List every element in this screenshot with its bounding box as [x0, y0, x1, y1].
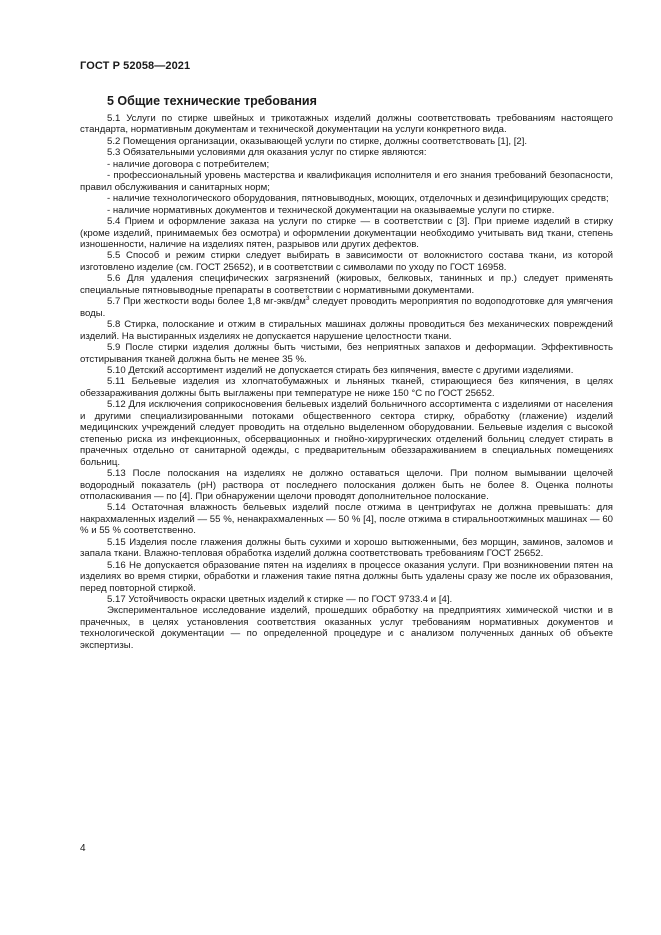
clause-5-1: 5.1 Услуги по стирке швейных и трикотажных изделий должны соответствовать требованиям настоящего стандарта, нормативным документам и технической документации на услуги конкретного вида.: [80, 113, 613, 136]
clause-5-13: 5.13 После полоскания на изделиях не должно оставаться щелочи. При полном вымывании щелочей водородный показатель (pH) раствора от последнего полоскания должен быть не более 8. Оценка полноты отполаскивания — по [4]. При обнаружении щелочи проводят дополнительное полоскание.: [80, 468, 613, 502]
clause-5-2: 5.2 Помещения организации, оказывающей услуги по стирке, должны соответствовать [1], [2].: [107, 135, 528, 147]
closing-paragraph: Экспериментальное исследование изделий, прошедших обработку на предприятиях химической чистки и в прачечных, в целях установления соответствия оказанных услуг требованиям нормативных документов и технологической документации — по определенной процедуре и с анализом полученных данных об объекте экспертизы.: [80, 605, 613, 651]
section-content: [80, 113, 613, 651]
clause-5-16: 5.16 Не допускается образование пятен на изделиях в процессе оказания услуги. При возникновении пятен на изделиях во время стирки, обработки и глажения такие пятна должны быть удалены сразу же после их образования, перед повторной стиркой.: [80, 559, 613, 594]
list-item-documents: - наличие нормативных документов и технической документации на оказываемые услуги по стирке.: [107, 204, 555, 216]
clause-5-4: 5.4 Прием и оформление заказа на услуги по стирке — в соответствии с [3]. При приеме изделий в стирку (кроме изделий, принимаемых без осмотра) и оформлении документации необходимо учитывать вид ткани, степень изношенности, наличие на изделиях пятен, разрывов или других дефектов.: [80, 216, 613, 250]
section-title: 5 Общие технические требования: [107, 94, 317, 108]
page-number: 4: [80, 843, 86, 854]
clause-5-6: 5.6 Для удаления специфических загрязнений (жировых, белковых, танинных и пр.) следует применять специальные пятновыводные препараты в соответствии с нормативными документами.: [80, 273, 613, 296]
clause-5-17: 5.17 Устойчивость окраски цветных изделий к стирке — по ГОСТ 9733.4 и [4].: [107, 594, 453, 606]
clause-5-11: 5.11 Бельевые изделия из хлопчатобумажных и льняных тканей, стирающиеся без кипячения, в целях обеззараживания должны быть выглажены при температуре не ниже 150 °С по ГОСТ 25652.: [80, 376, 613, 399]
clause-5-14: 5.14 Остаточная влажность бельевых изделий после отжима в центрифугах не должна превышать: для накрахмаленных изделий — 55 %, ненакрахмаленных — 50 % [4], после отжима в стиральноотжимных машинах — 60 % и 55 % соответственно.: [80, 502, 613, 537]
clause-5-12: 5.12 Для исключения соприкосновения бельевых изделий больничного ассортимента с изделиями от населения и другими специализированными потоками общественного сектора стирку, обработку (глажение) изделий медицинских учреждений следует проводить на отдельно выделенном оборудовании. Бельевые изделия с высокой степенью риска из инфекционных, обсервационных и гнойно-хирургических отделений больниц следует стирать в прачечных отдельно от санитарной одежды, с предварительным обеззараживанием в специальных помещениях больниц.: [80, 399, 613, 468]
list-item-equipment: - наличие технологического оборудования, пятновыводных, моющих, отделочных и дезинфицирующих средств;: [107, 193, 609, 205]
clause-5-7-text-before: 5.7 При жесткости воды более 1,8 мг-экв/дм: [107, 296, 306, 308]
clause-5-7: [80, 296, 613, 319]
clause-5-3: 5.3 Обязательными условиями для оказания услуг по стирке являются:: [107, 147, 427, 159]
clause-5-8: 5.8 Стирка, полоскание и отжим в стиральных машинах должны проводиться без механических повреждений изделий. На выстиранных изделиях не допускается нарушение целостности ткани.: [80, 319, 613, 342]
clause-5-10: 5.10 Детский ассортимент изделий не допускается стирать без кипячения, вместе с другими изделиями.: [107, 364, 574, 376]
clause-5-7-text-after: следует проводить мероприятия по водоподготовке для умягчения воды.: [80, 296, 613, 319]
clause-5-9: 5.9 После стирки изделия должны быть чистыми, без неприятных запахов и деформации. Эффективность отстирывания тканей должна быть не менее 35 %.: [80, 342, 613, 365]
list-item-qualification: - профессиональный уровень мастерства и квалификация исполнителя и его знания требований безопасности, правил обслуживания и санитарных норм;: [80, 170, 613, 193]
list-item-contract: - наличие договора с потребителем;: [107, 158, 270, 170]
clause-5-15: 5.15 Изделия после глажения должны быть сухими и хорошо вытюженными, без морщин, заминов, заломов и запала ткани. Влажно-тепловая обработка изделий должна соответствовать требованиям ГОСТ 25652.: [80, 536, 613, 560]
clause-5-7-superscript: 3: [305, 295, 310, 303]
standard-header: ГОСТ Р 52058—2021: [80, 60, 191, 72]
clause-5-5: 5.5 Способ и режим стирки следует выбирать в зависимости от волокнистого состава ткани, из которой изготовлено изделие (см. ГОСТ 25652), и в соответствии с символами по уходу по ГОСТ 16958.: [80, 250, 613, 273]
